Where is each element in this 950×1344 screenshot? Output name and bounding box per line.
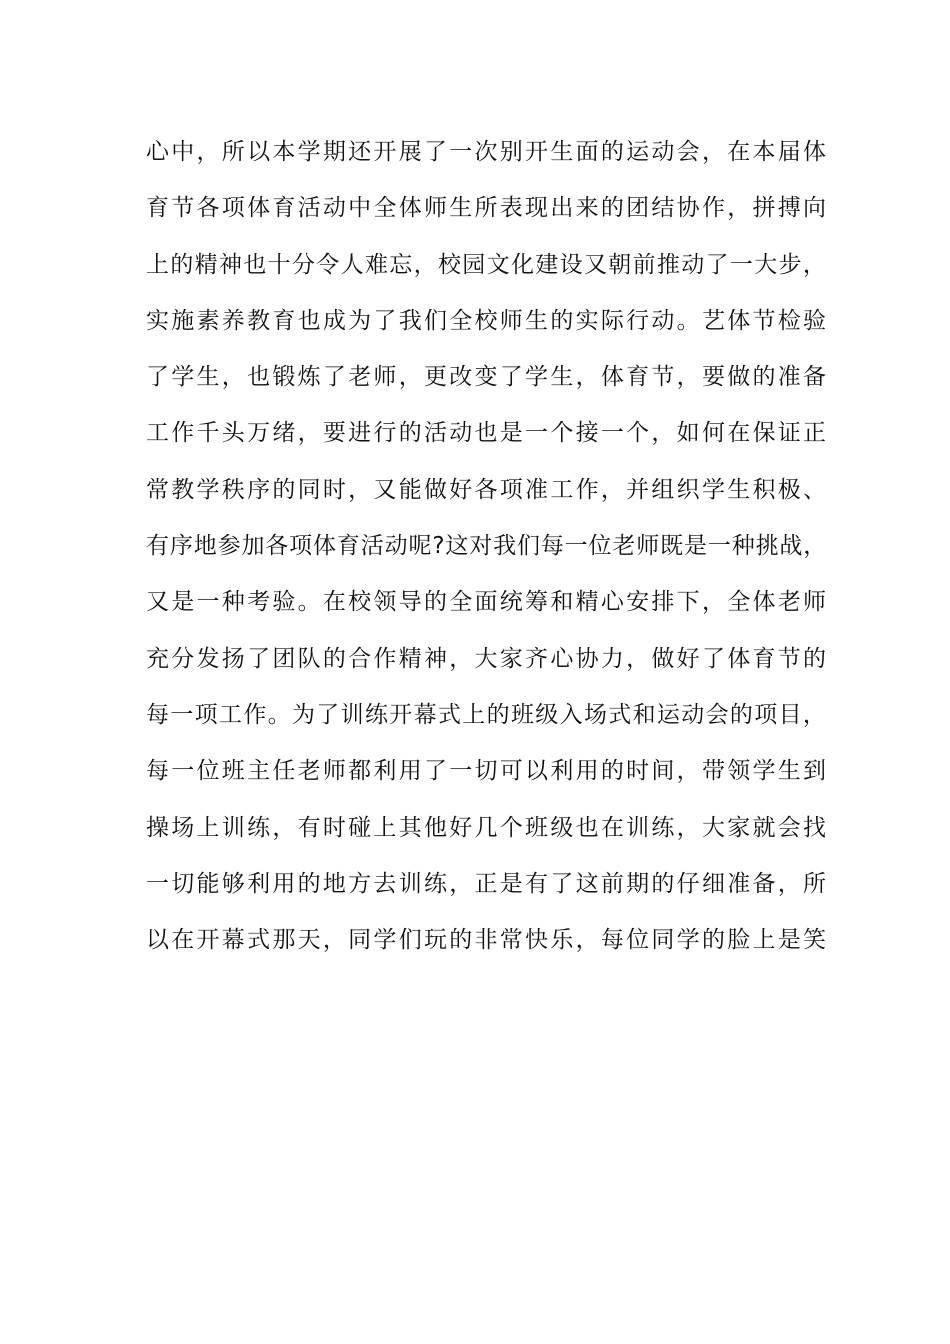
body-text: [146, 128, 829, 972]
text-line-8: 有序地参加各项体育活动呢?这对我们每一位老师既是一种挑战，: [146, 533, 828, 560]
text-line-3: 上的精神也十分令人难忘，校园文化建设又朝前推动了一大步，: [146, 251, 828, 278]
text-line-7: 常教学秩序的同时，又能做好各项准工作，并组织学生积极、: [146, 476, 829, 503]
text-line-9: 又是一种考验。在校领导的全面统筹和精心安排下，全体老师: [146, 589, 829, 616]
text-line-1: 心中，所以本学期还开展了一次别开生面的运动会，在本届体: [146, 139, 829, 165]
text-line-4: 实施素养教育也成为了我们全校师生的实际行动。艺体节检验: [146, 307, 829, 334]
text-line-2: 育节各项体育活动中全体师生所表现出来的团结协作，拼搏向: [146, 195, 829, 222]
text-line-13: 操场上训练，有时碰上其他好几个班级也在训练，大家就会找: [146, 814, 829, 841]
text-line-15: 以在开幕式那天，同学们玩的非常快乐，每位同学的脸上是笑: [146, 927, 829, 954]
text-line-14: 一切能够利用的地方去训练，正是有了这前期的仔细准备，所: [146, 870, 829, 897]
text-line-11: 每一项工作。为了训练开幕式上的班级入场式和运动会的项目，: [146, 701, 828, 728]
text-line-6: 工作千头万绪，要进行的活动也是一个接一个，如何在保证正: [146, 420, 829, 447]
text-line-12: 每一位班主任老师都利用了一切可以利用的时间，带领学生到: [146, 758, 829, 785]
text-line-10: 充分发扬了团队的合作精神，大家齐心协力，做好了体育节的: [146, 645, 829, 672]
text-line-5: 了学生，也锻炼了老师，更改变了学生，体育节，要做的准备: [146, 364, 829, 391]
